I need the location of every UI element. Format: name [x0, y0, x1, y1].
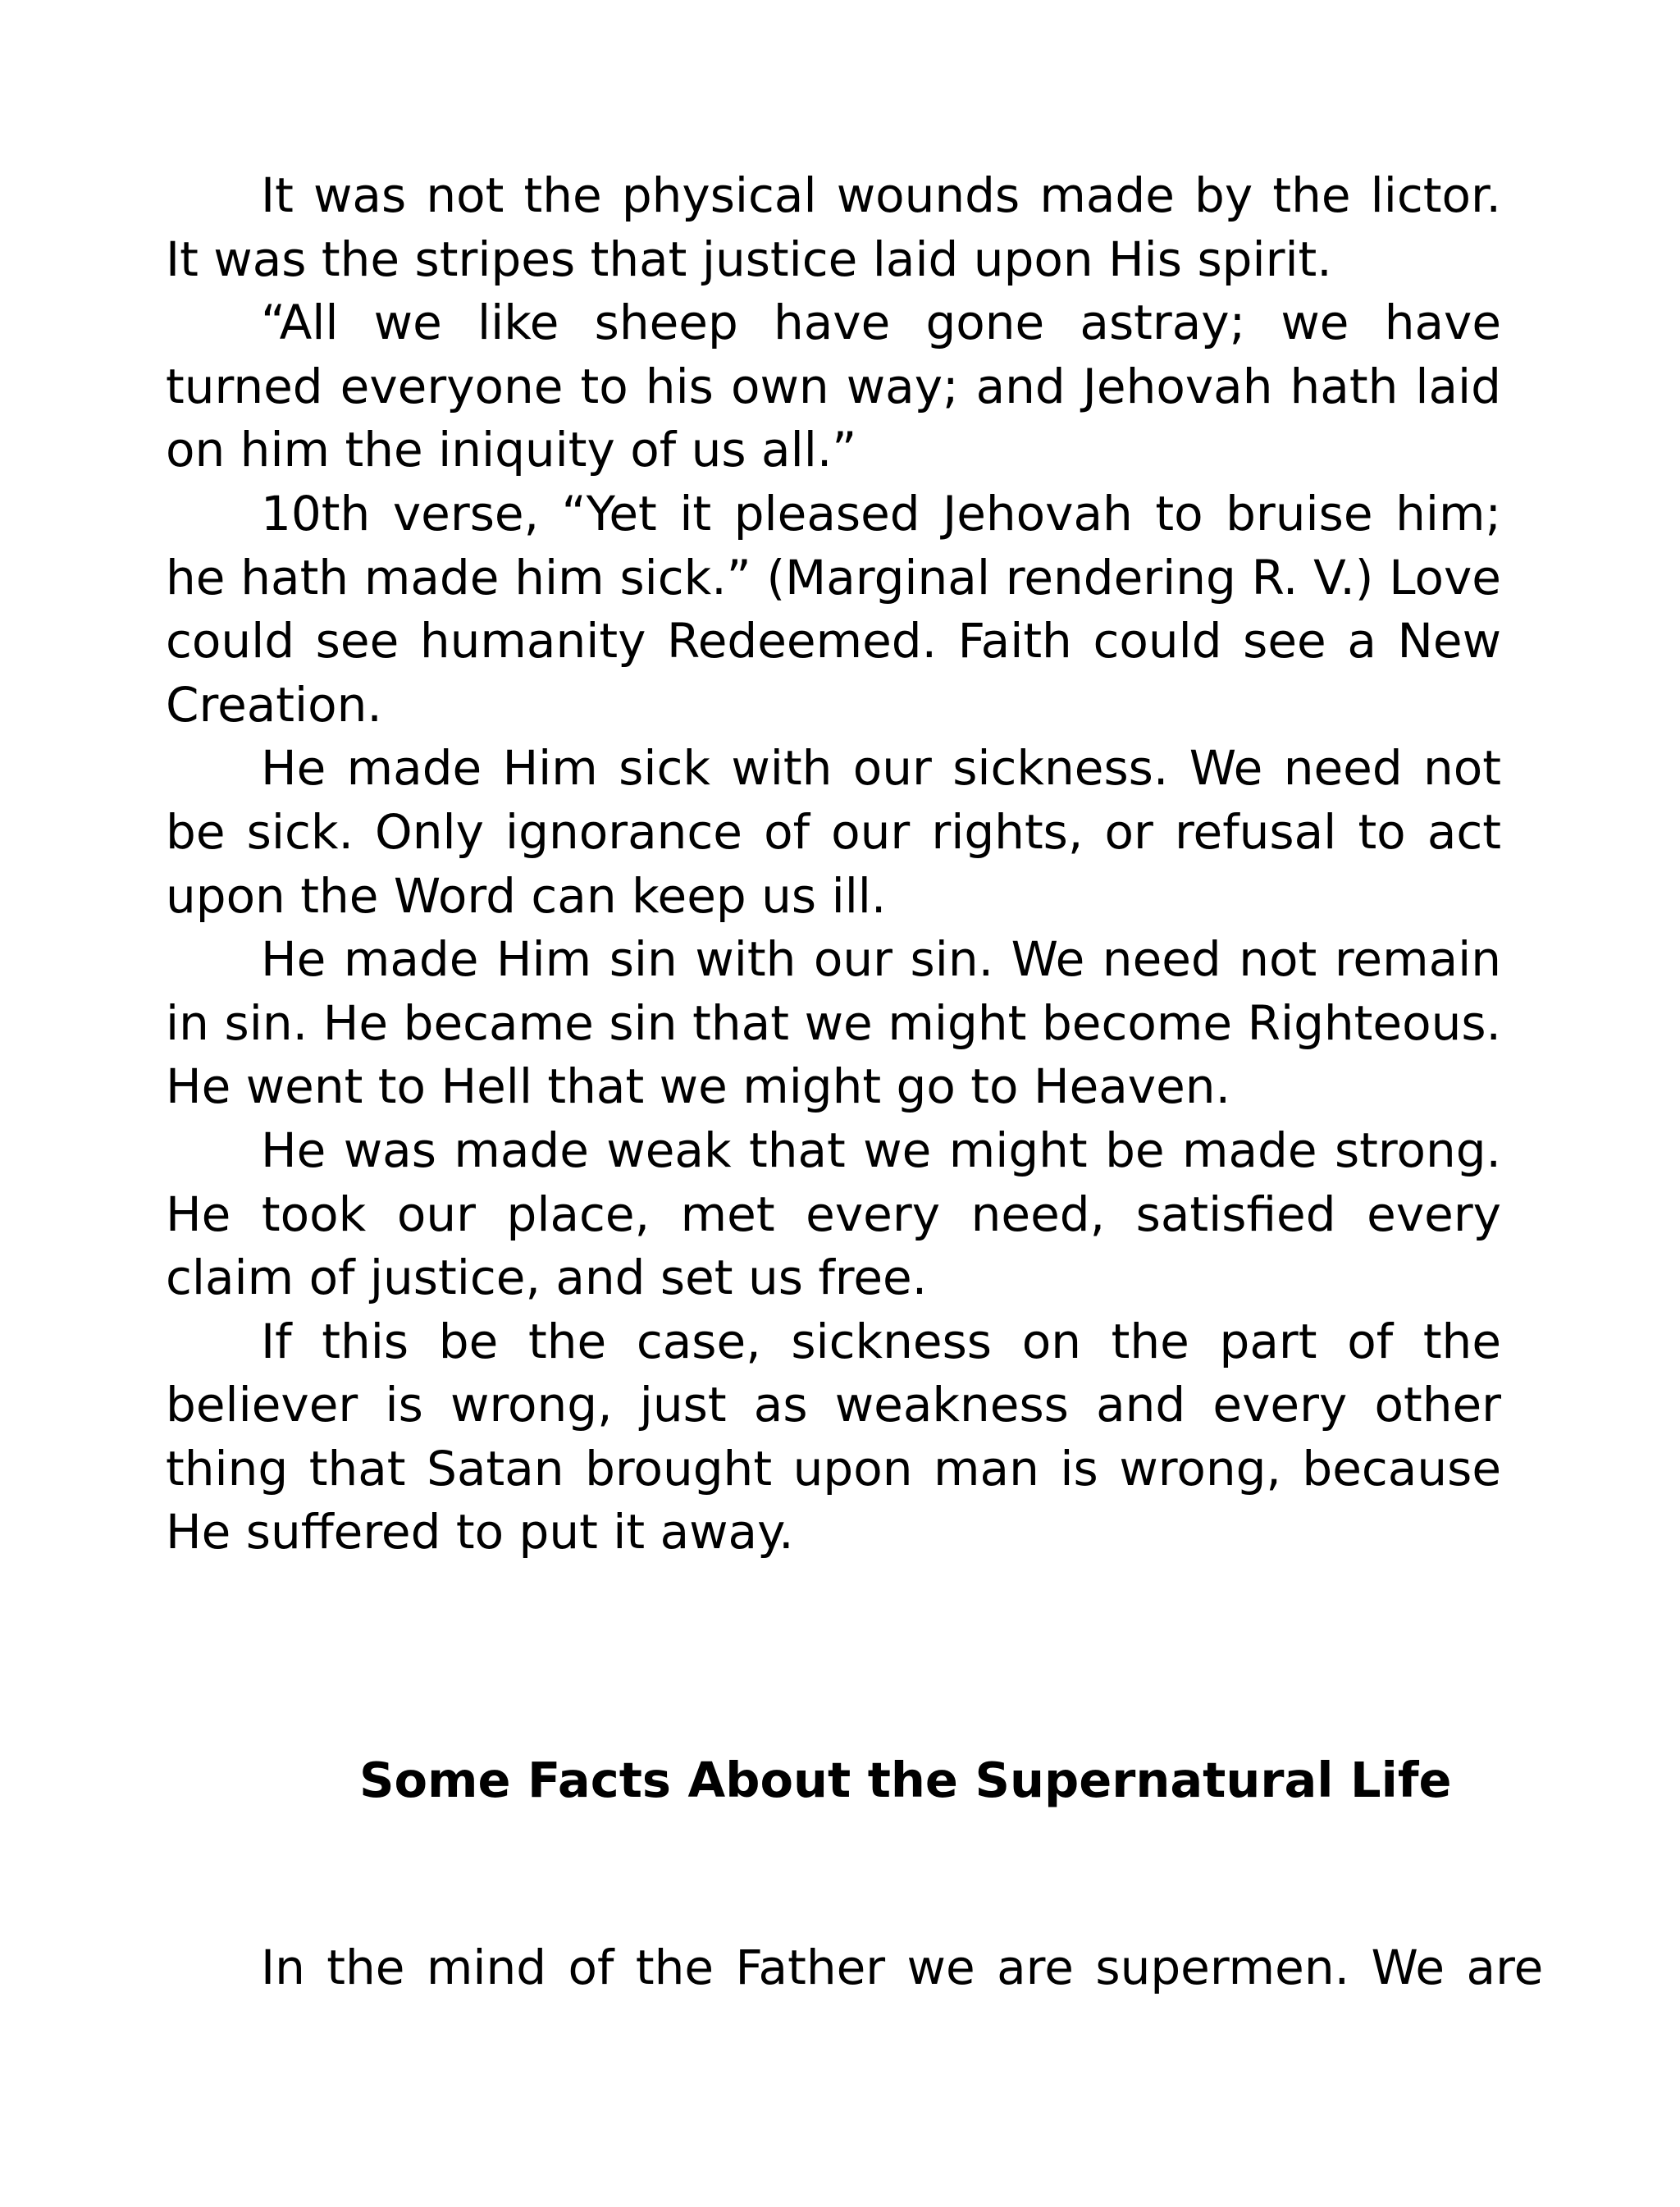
body-text	[166, 164, 1501, 1565]
paragraph: It was not the physical wounds made by the lictor. It was the stripes that justice laid upon His spirit.	[166, 167, 1501, 287]
paragraph: “All we like sheep have gone astray; we have turned everyone to his own way; and Jehovah hath laid on him the iniquity of us all.”	[166, 295, 1501, 478]
paragraph: He made Him sin with our sin. We need not remain in sin. He became sin that we might become Righteous. He went to Hell that we might go to Heaven.	[166, 931, 1501, 1115]
paragraph: He was made weak that we might be made strong. He took our place, met every need, satisfied every claim of justice, and set us free.	[166, 1122, 1501, 1306]
paragraph: He made Him sick with our sickness. We need not be sick. Only ignorance of our rights, or refusal to act upon the Word can keep us ill.	[166, 740, 1501, 924]
paragraph: If this be the case, sickness on the part of the believer is wrong, just as weakness and every other thing that Satan brought upon man is wrong, because He suffered to put it away.	[166, 1313, 1501, 1560]
paragraph: 10th verse, “Yet it pleased Jehovah to bruise him; he hath made him sick.” (Marginal rendering R. V.) Love could see humanity Redeemed. Faith could see a New Creation.	[166, 485, 1501, 733]
section-heading: Some Facts About the Supernatural Life	[359, 1752, 1452, 1808]
section-first-line: In the mind of the Father we are supermen. We are	[261, 1940, 1544, 1995]
